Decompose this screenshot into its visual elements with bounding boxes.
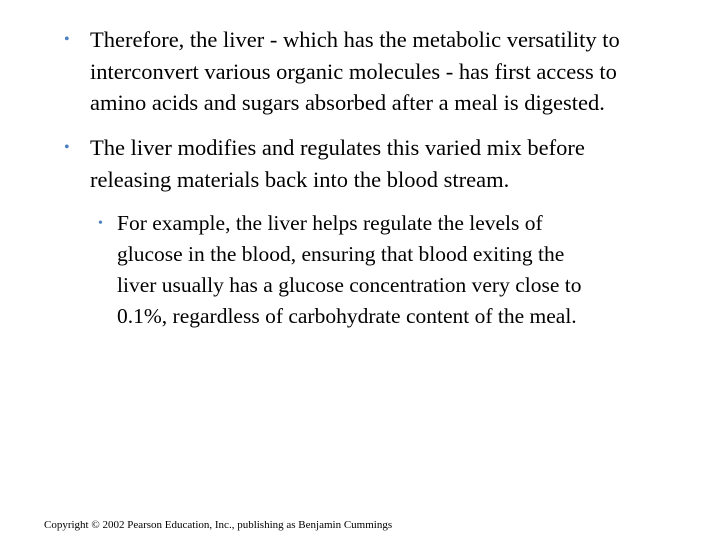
bullet-item-2 <box>64 132 585 195</box>
bullet-item-1 <box>64 24 620 119</box>
bullet-marker: • <box>64 31 70 48</box>
bullet-text-line: glucose in the blood, ensuring that blood exiting the <box>117 242 565 266</box>
bullet-marker: • <box>64 139 70 156</box>
bullet-text-line: releasing materials back into the blood stream. <box>90 166 510 192</box>
bullet-text-line: Therefore, the liver - which has the metabolic versatility to <box>90 27 620 52</box>
sub-bullet-item <box>98 208 582 332</box>
bullet-text-line: For example, the liver helps regulate the levels of <box>117 211 543 235</box>
bullet-marker: • <box>98 216 103 231</box>
bullet-text-line: amino acids and sugars absorbed after a meal is digested. <box>90 90 605 115</box>
bullet-text-line: liver usually has a glucose concentration very close to <box>117 273 582 297</box>
bullet-text-line: The liver modifies and regulates this varied mix before <box>90 135 585 160</box>
copyright-footer: Copyright © 2002 Pearson Education, Inc., publishing as Benjamin Cummings <box>44 519 393 531</box>
bullet-text-line: interconvert various organic molecules - has first access to <box>90 58 617 84</box>
bullet-text-line: 0.1%, regardless of carbohydrate content of the meal. <box>117 304 577 328</box>
